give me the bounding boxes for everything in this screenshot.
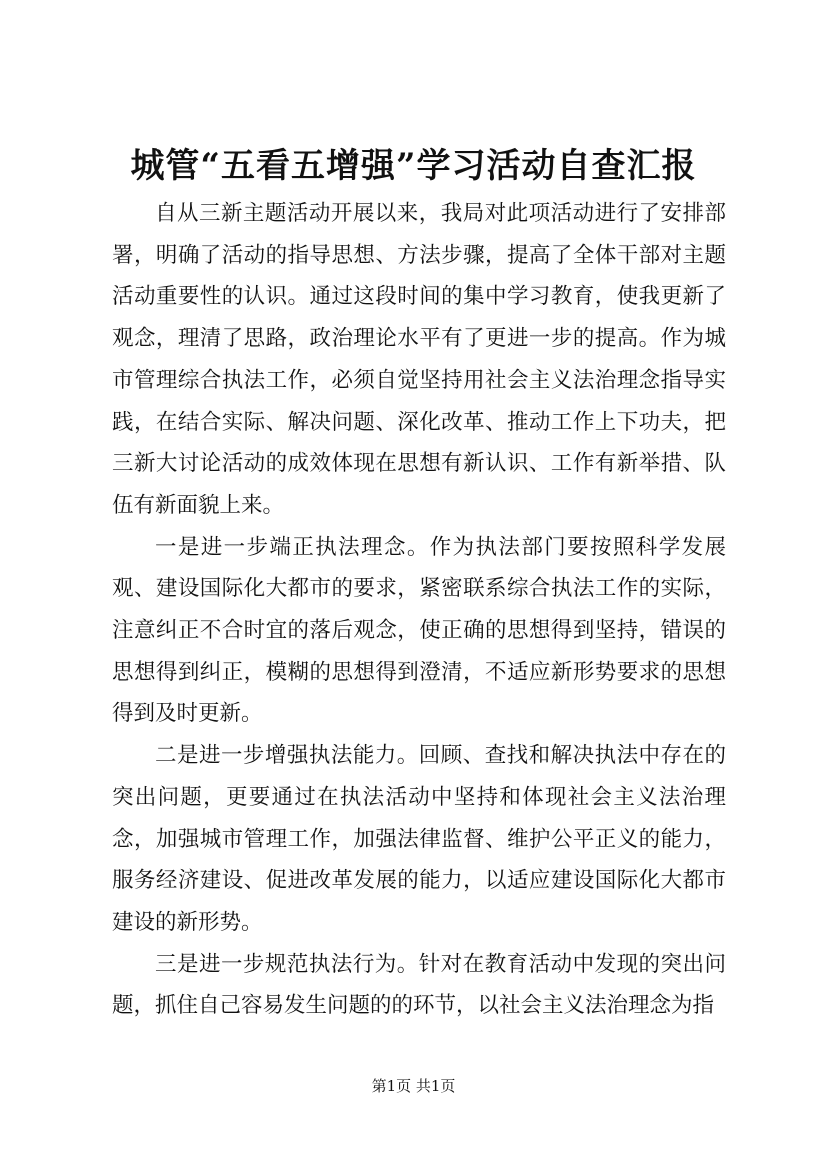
document-body [112, 193, 726, 1027]
paragraph-point-3: 三是进一步规范执法行为。针对在教育活动中发现的突出问题，抓住自己容易发生问题的的环节，以社会主义法治理念为指 [112, 951, 726, 1019]
paragraph-intro: 自从三新主题活动开展以来，我局对此项活动进行了安排部署，明确了活动的指导思想、方法步骤，提高了全体干部对主题活动重要性的认识。通过这段时间的集中学习教育，使我更新了观念，理清了思路，政治理论水平有了更进一步的提高。作为城市管理综合执法工作，必须自觉坚持用社会主义法治理念指导实践，在结合实际、解决问题、深化改革、推动工作上下功夫，把三新大讨论活动的成效体现在思想有新认识、工作有新举措、队伍有新面貌上来。 [112, 201, 726, 518]
page-number-footer: 第1页 共1页 [371, 1077, 456, 1095]
paragraph-point-1: 一是进一步端正执法理念。作为执法部门要按照科学发展观、建设国际化大都市的要求，紧密联系综合执法工作的实际，注意纠正不合时宜的落后观念，使正确的思想得到坚持，错误的思想得到纠正，模糊的思想得到澄清，不适应新形势要求的思想得到及时更新。 [112, 534, 726, 727]
paragraph-point-2: 二是进一步增强执法能力。回顾、查找和解决执法中存在的突出问题，更要通过在执法活动中坚持和体现社会主义法治理念，加强城市管理工作，加强法律监督、维护公平正义的能力，服务经济建设、促进改革发展的能力，以适应建设国际化大都市建设的新形势。 [112, 743, 726, 935]
document-title: 城管“五看五增强”学习活动自查汇报 [130, 146, 697, 186]
